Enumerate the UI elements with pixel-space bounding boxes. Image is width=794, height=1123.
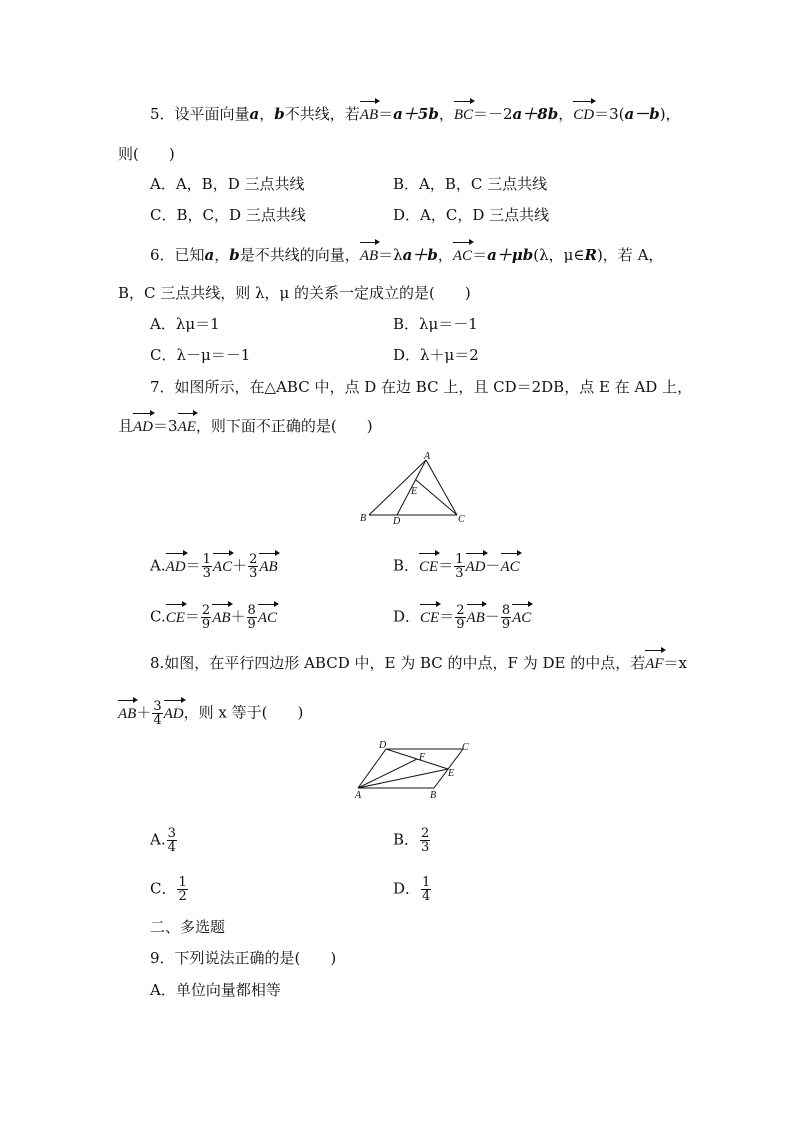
fraction: $\frac{2}{9}$ bbox=[201, 603, 211, 632]
fraction: $\frac{1}{4}$ bbox=[422, 875, 431, 904]
q6-option-d: D．λ＋μ＝2 bbox=[393, 346, 479, 364]
q5-option-c: C．B，C，D 三点共线 bbox=[150, 206, 306, 224]
fraction: $\frac{8}{9}$ bbox=[501, 603, 511, 632]
q7-stem-line1: 7．如图所示，在△ABC 中，点 D 在边 BC 上，且 CD＝2DB，点 E 在 AD 上， bbox=[150, 378, 693, 396]
q8-option-c: C． $\frac{1}{2}$ bbox=[150, 875, 187, 904]
fraction: $\frac{2}{3}$ bbox=[421, 826, 430, 855]
label-c: C bbox=[458, 514, 465, 525]
segment-af bbox=[358, 759, 417, 788]
vector-ad: AD bbox=[133, 419, 154, 435]
q5-option-d: D．A，C，D 三点共线 bbox=[393, 206, 550, 224]
q5-stem-line1: 5．设平面向量a，b不共线，若AB＝a＋5b，BC＝－2a＋8b，CD＝3(a－b)， bbox=[150, 105, 681, 123]
triangle-figure bbox=[355, 452, 475, 528]
label-a: A bbox=[424, 452, 431, 462]
vector-ab: AB bbox=[359, 248, 379, 264]
vector-ab: AB bbox=[359, 107, 379, 123]
q8-stem-line2: AB＋ $\frac{3}{4}$ AD，则 x 等于( ) bbox=[118, 699, 304, 728]
fraction: $\frac{3}{4}$ bbox=[167, 826, 176, 855]
q9-option-a: A．单位向量都相等 bbox=[150, 981, 281, 999]
fraction: $\frac{3}{4}$ bbox=[153, 699, 162, 728]
fraction: $\frac{1}{2}$ bbox=[178, 875, 187, 904]
q8-option-a: A. $\frac{3}{4}$ bbox=[150, 826, 176, 855]
q5-stem-line2: 则( ) bbox=[118, 145, 175, 163]
q8-option-b: B． $\frac{2}{3}$ bbox=[393, 826, 430, 855]
label-d: D bbox=[379, 740, 387, 751]
fraction: $\frac{2}{9}$ bbox=[456, 603, 465, 632]
q6-option-c: C．λ－μ＝－1 bbox=[150, 346, 251, 364]
label-c: C bbox=[462, 742, 469, 753]
fraction: $\frac{1}{3}$ bbox=[455, 552, 464, 581]
label-a: A bbox=[355, 790, 362, 801]
fraction: $\frac{2}{3}$ bbox=[249, 552, 258, 581]
label-f: F bbox=[419, 752, 426, 763]
segment-ae bbox=[358, 769, 448, 788]
segment-ad bbox=[358, 749, 386, 788]
q6-stem-line1: 6．已知a，b是不共线的向量，AB＝λa＋b，AC＝a＋μb(λ，μ∈R)，若 A， bbox=[150, 246, 664, 264]
q6-option-b: B．λμ＝－1 bbox=[393, 315, 478, 333]
q5-option-a: A．A，B，D 三点共线 bbox=[150, 175, 305, 193]
q7-option-c: C.CE＝ $\frac{2}{9}$ AB＋ $\frac{8}{9}$ AC bbox=[150, 603, 277, 632]
q7-option-a: A.AD＝ $\frac{1}{3}$ AC＋ $\frac{2}{3}$ AB bbox=[150, 552, 278, 581]
vector-cd: CD bbox=[573, 107, 595, 123]
q7-stem-line2: 且AD＝3AE，则下面不正确的是( ) bbox=[118, 417, 373, 435]
label-b: B bbox=[430, 790, 437, 801]
q5-option-b: B．A，B，C 三点共线 bbox=[393, 175, 548, 193]
q6-stem-line2: B，C 三点共线，则 λ，μ 的关系一定成立的是( ) bbox=[118, 284, 471, 302]
segment-ce bbox=[416, 480, 457, 515]
q7-option-b: B．CE＝ $\frac{1}{3}$ AD－AC bbox=[393, 552, 520, 581]
label-e: E bbox=[411, 486, 418, 497]
q8-stem-line1: 8.如图，在平行四边形 ABCD 中，E 为 BC 的中点，F 为 DE 的中点，若AF＝x bbox=[150, 654, 688, 672]
q9-stem: 9．下列说法正确的是( ) bbox=[150, 949, 337, 967]
vector-af: AF bbox=[645, 656, 664, 672]
segment-ab bbox=[369, 460, 426, 515]
vector-bc: BC bbox=[453, 107, 473, 123]
fraction: $\frac{8}{9}$ bbox=[247, 603, 256, 632]
vector-ae: AE bbox=[177, 419, 196, 435]
fraction: $\frac{1}{3}$ bbox=[202, 552, 211, 581]
section-heading: 二、多选题 bbox=[150, 918, 226, 936]
q6-option-a: A．λμ＝1 bbox=[150, 315, 220, 333]
q7-option-d: D．CE＝ $\frac{2}{9}$ AB－ $\frac{8}{9}$ AC bbox=[393, 603, 532, 632]
label-e: E bbox=[448, 768, 455, 779]
vector-ac: AC bbox=[452, 248, 473, 264]
label-d: D bbox=[393, 516, 401, 527]
parallelogram-figure bbox=[350, 738, 480, 802]
q8-option-d: D． $\frac{1}{4}$ bbox=[393, 875, 431, 904]
label-b: B bbox=[360, 513, 367, 524]
segment-ac bbox=[426, 460, 457, 515]
